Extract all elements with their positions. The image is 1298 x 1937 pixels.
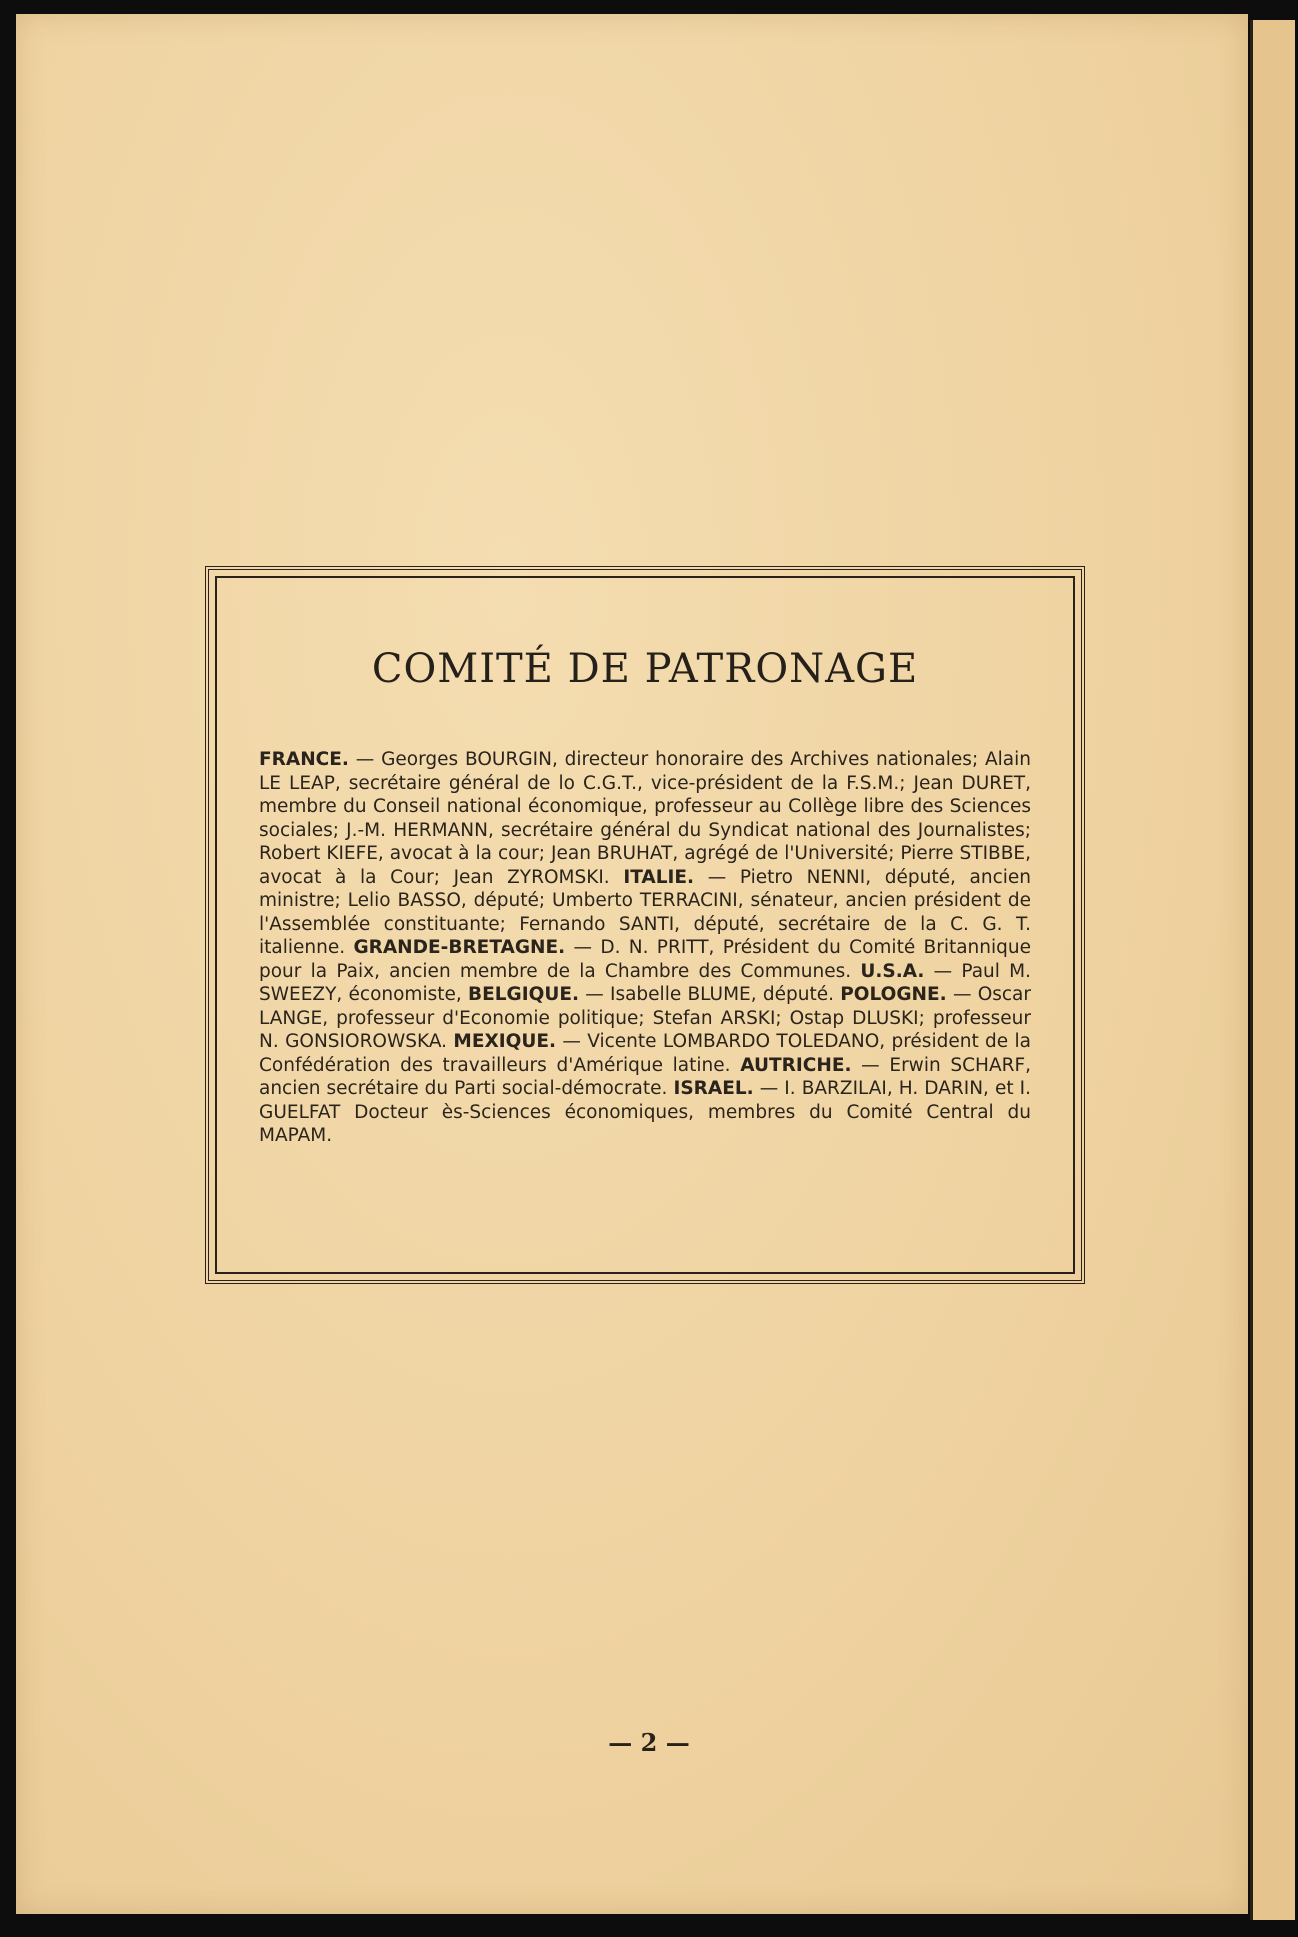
country-name: MEXIQUE. [453, 1031, 557, 1052]
page-number: — 2 — [608, 1728, 690, 1757]
country-name: ITALIE. [623, 866, 695, 888]
country-name: GRANDE-BRETAGNE. [353, 937, 566, 958]
member-list: — Pietro NENNI, député, ancien ministre; Lelio BASSO, député; Umberto TERRACINI, sénateur, ancien président de l'Assemblée constituante; Fernando SANTI, député, secrétaire de la C. G. T. italienne. [259, 866, 1031, 958]
member-list: — Oscar LANGE, professeur d'Economie politique; Stefan ARSKI; Ostap DLUSKI; professeur N. GONSIOROWSKA. [259, 984, 1032, 1052]
country-name: U.S.A. [860, 960, 925, 982]
patronage-box [205, 566, 1085, 1284]
member-list: — D. N. PRITT, Président du Comité Britannique pour la Paix, ancien membre de la Chambre des Communes. [259, 937, 1031, 982]
country-name: POLOGNE. [840, 984, 947, 1005]
member-list: — Vicente LOMBARDO TOLEDANO, président de la Confédération des travailleurs d'Amérique latine. [259, 1031, 1032, 1076]
member-list: — I. BARZILAI, H. DARIN, et I. GUELFAT Docteur ès-Sciences économiques, membres du Comité Central du MAPAM. [259, 1078, 1031, 1146]
member-list: — Erwin SCHARF, ancien secrétaire du Parti social-démocrate. [259, 1054, 1031, 1099]
member-list: — Paul M. SWEEZY, économiste, [259, 960, 1031, 1005]
adjacent-page-edge [1250, 20, 1295, 1920]
country-name: BELGIQUE. [468, 984, 580, 1005]
country-name: FRANCE. [259, 749, 349, 770]
patronage-box-inner [215, 576, 1075, 1274]
member-list: — Isabelle BLUME, député. [579, 984, 841, 1005]
country-name: ISRAEL. [673, 1078, 754, 1099]
country-name: AUTRICHE. [740, 1054, 852, 1076]
committee-list [259, 748, 1031, 1148]
page-title: COMITÉ DE PATRONAGE [371, 646, 919, 692]
member-list: — Georges BOURGIN, directeur honoraire des Archives nationales; Alain LE LEAP, secrétaire général de lo C.G.T., vice-président de la F.S.M.; Jean DURET, membre du Conseil national économique, professeur au Collège libre des Sciences sociales; J.-M. HERMANN, secrétaire général du Syndicat national des Journalistes; Robert KIEFE, avocat à la cour; Jean BRUHAT, agrégé de l'Université; Pierre STIBBE, avocat à la Cour; Jean ZYROMSKI. [259, 749, 1031, 888]
